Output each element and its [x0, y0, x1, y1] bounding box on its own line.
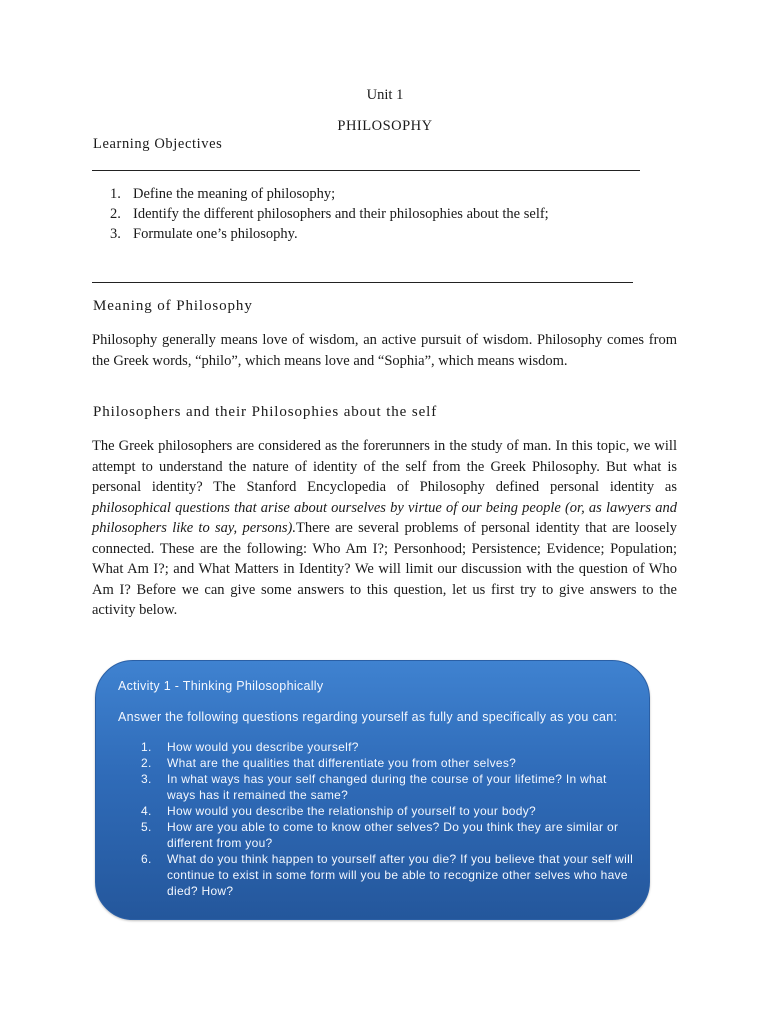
question-text: What are the qualities that differentiate you from other selves?	[167, 756, 517, 770]
list-item	[92, 184, 549, 204]
paragraph-text-end: There are several problems of personal identity that are loosely connected. These are the following: Who Am I?; Personhood; Persistence; Evidence; Population; What Am I?; and What Matters in Identity? We will limit our discussion with the question of Who Am I? Before we can give some answers to this question, let us first try to give answers to the activity below.	[92, 520, 677, 618]
divider-top	[92, 170, 640, 171]
activity-instructions: Answer the following questions regarding yourself as fully and specifically as you can:	[118, 710, 618, 724]
meaning-of-philosophy-heading: Meaning of Philosophy	[93, 298, 253, 314]
question-number: 6.	[141, 852, 152, 866]
question-text: What do you think happen to yourself after you die? If you believe that your self will continue to exist in some form will you be able to recognize other selves who have died? How?	[167, 852, 634, 898]
question-text: How are you able to come to know other selves? Do you think they are similar or different from you?	[167, 820, 619, 850]
list-text: Formulate one’s philosophy.	[133, 226, 298, 242]
question-number: 4.	[141, 804, 152, 818]
list-item	[96, 819, 636, 851]
learning-objectives-heading: Learning Objectives	[93, 136, 223, 152]
paragraph-italic-definition: philosophical questions that arise about ourselves by virtue of our being people (or, as lawyers and philosophers like to say, persons).	[92, 499, 677, 536]
paragraph-text-start: The Greek philosophers are considered as the forerunners in the study of man. In this topic, we will attempt to understand the nature of identity of the self from the Greek Philosophy. But what is personal identity? The Stanford Encyclopedia of Philosophy defined personal identity as	[92, 438, 677, 495]
list-item	[96, 803, 636, 819]
page-title: PHILOSOPHY	[337, 118, 433, 134]
philosophers-paragraph	[92, 436, 677, 621]
divider-bottom	[92, 282, 633, 283]
list-item	[92, 224, 549, 244]
activity-box	[95, 660, 650, 920]
list-item	[96, 771, 636, 803]
activity-questions-list	[96, 739, 636, 899]
unit-label: Unit 1	[366, 87, 404, 103]
list-number: 3.	[110, 226, 121, 242]
question-number: 1.	[141, 740, 152, 754]
list-item	[96, 755, 636, 771]
question-number: 3.	[141, 772, 152, 786]
question-text: How would you describe yourself?	[167, 740, 359, 754]
question-number: 2.	[141, 756, 152, 770]
question-text: In what ways has your self changed during the course of your lifetime? In what ways has it remained the same?	[167, 772, 607, 802]
learning-objectives-list	[92, 184, 549, 244]
list-number: 1.	[110, 186, 121, 202]
list-item	[96, 851, 636, 899]
philosophers-heading: Philosophers and their Philosophies about the self	[93, 404, 438, 420]
meaning-paragraph: Philosophy generally means love of wisdom, an active pursuit of wisdom. Philosophy comes from the Greek words, “philo”, which means love and “Sophia”, which means wisdom.	[92, 332, 677, 369]
list-text: Define the meaning of philosophy;	[133, 186, 336, 202]
activity-title: Activity 1 - Thinking Philosophically	[118, 679, 324, 693]
list-item	[92, 204, 549, 224]
question-number: 5.	[141, 820, 152, 834]
question-text: How would you describe the relationship of yourself to your body?	[167, 804, 537, 818]
list-item	[96, 739, 636, 755]
list-text: Identify the different philosophers and their philosophies about the self;	[133, 206, 549, 222]
list-number: 2.	[110, 206, 121, 222]
